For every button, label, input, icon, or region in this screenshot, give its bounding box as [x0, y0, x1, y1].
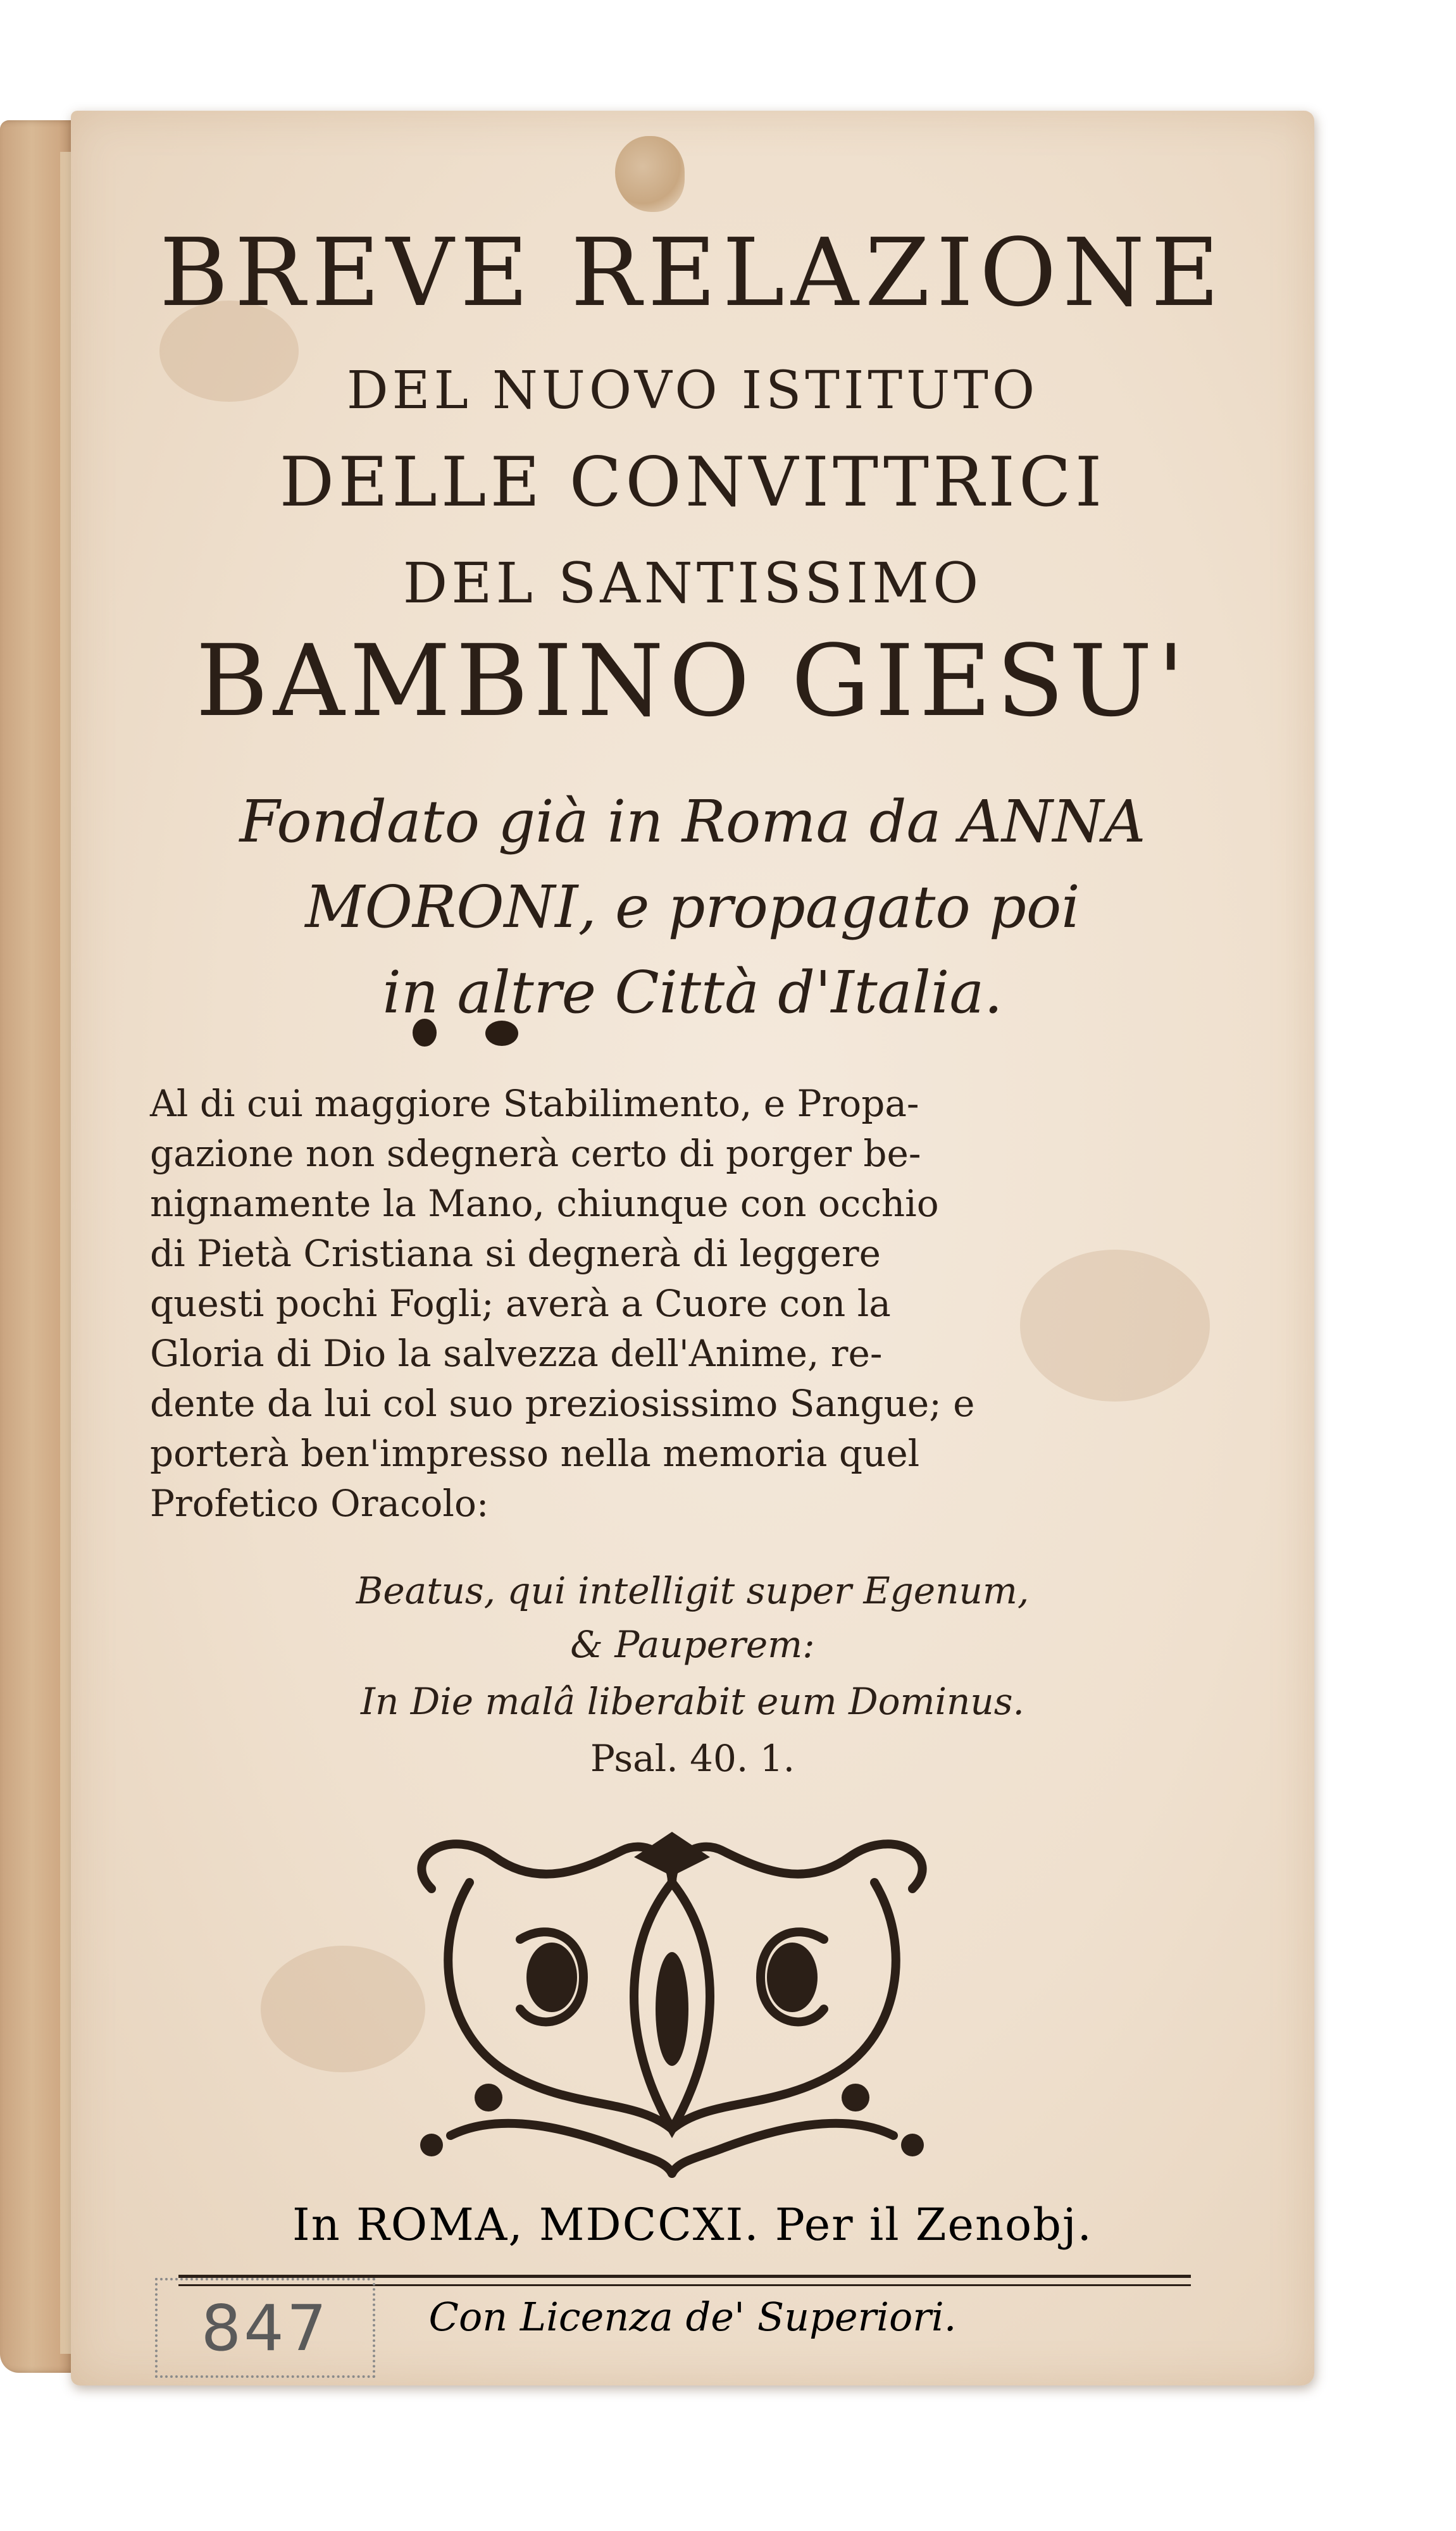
body-line: Gloria di Dio la salvezza dell'Anime, re- — [150, 1332, 883, 1375]
title-line-3: DELLE CONVITTRICI — [279, 443, 1106, 522]
imprint-line: In ROMA, MDCCXI. Per il Zenobj. — [292, 2199, 1093, 2251]
body-line: gazione non sdegnerà certo di porger be- — [150, 1132, 921, 1175]
title-line-1: BREVE RELAZIONE — [159, 218, 1226, 327]
title-line-5: BAMBINO GIESU' — [196, 623, 1190, 738]
subtitle-line-2: MORONI, e propagato poi — [305, 873, 1080, 941]
body-line: nignamente la Mano, chiunque con occhio — [150, 1182, 939, 1225]
printers-ornament — [394, 1832, 950, 2186]
title-line-4: DEL SANTISSIMO — [402, 550, 983, 616]
body-line: dente da lui col suo preziosissimo Sangue; e — [150, 1382, 975, 1425]
body-line: porterà ben'impresso nella memoria quel — [150, 1432, 920, 1475]
psalm-quote-line-1: Beatus, qui intelligit super Egenum, — [356, 1569, 1030, 1612]
body-line: questi pochi Fogli; averà a Cuore con la — [150, 1282, 891, 1325]
page-tear — [615, 136, 685, 212]
title-page — [71, 111, 1314, 2385]
body-line: Profetico Oracolo: — [150, 1482, 489, 1525]
dedication-paragraph — [150, 1079, 1238, 1529]
psalm-quote-line-3: In Die malâ liberabit eum Dominus. — [361, 1680, 1024, 1723]
title-line-2: DEL NUOVO ISTITUTO — [346, 361, 1039, 421]
subtitle-line-3: in altre Città d'Italia. — [382, 959, 1003, 1026]
psalm-reference: Psal. 40. 1. — [590, 1737, 795, 1780]
shelfmark-label: 847 — [155, 2278, 375, 2378]
psalm-quote-line-2: & Pauperem: — [570, 1623, 815, 1666]
subtitle-line-1: Fondato già in Roma da ANNA — [239, 788, 1146, 855]
body-line: Al di cui maggiore Stabilimento, e Propa- — [150, 1082, 919, 1125]
license-line: Con Licenza de' Superiori. — [428, 2294, 957, 2340]
body-line: di Pietà Cristiana si degnerà di leggere — [150, 1232, 881, 1275]
